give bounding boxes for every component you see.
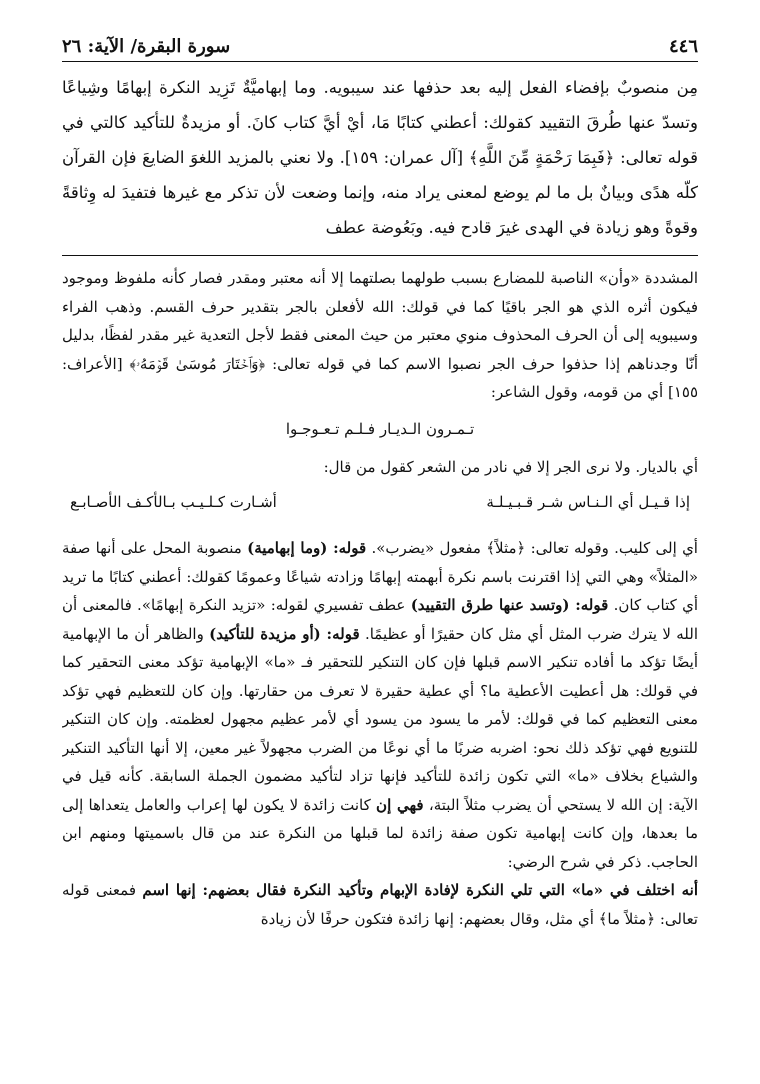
bold-citation: فهي إن	[376, 795, 424, 814]
bold-citation: قوله: (أو مزيدة للتأكيد)	[209, 624, 360, 643]
page-number: ٤٤٦	[668, 36, 698, 57]
text-run: منصوبة المحل على أنها صفة «المثلاً» وهي التي إذا اقترنت باسم نكرة أبهمته إبهامًا وزادته شياعًا وعمومًا كقولك: أعطني كتابًا ما تريد أي كتاب كان.	[62, 539, 698, 614]
notes-paragraph-2: أي بالديار. ولا نرى الجر إلا في نادر من الشعر كقول من قال:	[323, 458, 698, 476]
main-text	[62, 70, 698, 245]
notes-paragraph-4	[62, 876, 698, 933]
bold-citation: قوله: (وما إبهامية)	[247, 539, 367, 557]
verse-2-second-hemistich: أشـارت كـلـيـب بـالأكـف الأصـابـع	[70, 492, 277, 511]
main-paragraph: مِن منصوبٌ بإفضاء الفعل إليه بعد حذفها عند سيبويه. وما إبهاميَّةٌ تَزِيد النكرة إبهامًا وشِياعًا وتسدّ عنها طُرقَ التقييد كقولك: أعطني كتابًا مَا، أيْ أيَّ كتاب كانَ. أو مزيدةٌ للتأكيد كالتي في قوله تعالى: ﴿فَبِمَا رَحْمَةٍ مِّنَ اللَّهِ﴾ [آل عمران: ١٥٩]. ولا نعني بالمزيد اللغوَ الضايعَ فإن القرآن كلّه هدًى وبيانٌ بل ما لم يوضع لمعنى يراد منه، وإنما وضعت لأن تذكر مع غيرها فتفيدَ له وِثاقةً وقوةً وهو زيادة في الهدى غيرَ قادح فيه. وبَعُوضة عطف	[62, 78, 698, 237]
notes-paragraph-3	[62, 534, 698, 876]
poetry-verse-1: تـمـرون الـديـار فـلـم تـعـوجـوا	[285, 419, 475, 438]
page-header	[62, 30, 698, 62]
text-run: كانت زائدة لا يكون لها إعراب والعامل يتعداها إلى ما بعدها، وإن كانت إبهامية تكون صفة زائدة لما قبلها من النكرة عند من قال باسميتها ومنهم ابن الحاجب. ذكر في شرح الرضي:	[62, 795, 698, 871]
verse-2-first-hemistich: إذا قـيـل أي الـنـاس شـر قـبـيـلـة	[486, 492, 690, 511]
footnotes	[62, 264, 698, 933]
text-run: عطف تفسيري لقوله: «تزيد النكرة إبهامًا». فالمعنى أن الله لا يترك ضرب المثل أي مثل كان حقيرًا أو عظيمًا.	[62, 596, 698, 643]
notes-paragraph-1: المشددة «وأن» الناصبة للمضارع بسبب طولهما بصلتهما إلا أنه معتبر ومقدر فصار كأنه ملفوظ وموجود فيكون أثره الذي هو الجر باقيًا كما في قولك: الله لأفعلن بالجر بتقدير حرف القسم. وذهب الفراء وسيبويه إلى أن الحرف المحذوف منوي معتبر من حيث المعنى فقط لأجل التعدية غير مقدر لفظًا، بدليل أنّا وجدناهم إذا حذفوا حرف الجر نصبوا الاسم كما في قوله تعالى: ﴿وَٱخۡتَارَ مُوسَىٰ قَوۡمَهُۥ﴾ [الأعراف: ١٥٥] أي من قومه، وقول الشاعر:	[62, 269, 698, 401]
footnote-divider	[62, 255, 698, 256]
surah-title: سورة البقرة/ الآية: ٢٦	[62, 36, 231, 57]
book-page	[62, 30, 698, 1070]
poetry-verse-2	[62, 482, 698, 535]
text-run: فمعنى قوله تعالى: ﴿مثلاً ما﴾ أي مثل، وقال بعضهم: إنها زائدة فتكون حرفًا لأن زيادة	[62, 881, 698, 928]
bold-citation: أنه اختلف في «ما» التي تلي النكرة لإفادة الإبهام وتأكيد النكرة فقال بعضهم: إنها اسم	[142, 881, 698, 899]
text-run: والظاهر أن ما الإبهامية أيضًا تؤكد ما أفاده تنكير الاسم قبلها فإن كان التنكير للتحقير فـ «ما» الإبهامية تؤكد معنى التحقير كما في قولك: هل أعطيت الأعطية ما؟ أي عطية حقيرة لا تعرف من حقارتها. وإن كان للتعظيم فهي تؤكد معنى التعظيم كما في قولك: لأمر ما يسود من يسود أي لأمر عظيم مجهول لعظمته. وإن كان التنكير للتنويع فهي تؤكد ذلك نحو: اضربه ضربًا ما أي نوعًا من الضرب مجهولاً غير معين، إلا أنها التأكيد التنكير والشياع بخلاف «ما» التي تكون زائدة للتأكيد فإنها تزاد لتأكيد مضمون الجملة السابقة. كأنه قيل في الآية: إن الله لا يستحي أن يضرب مثلاً البتة،	[62, 624, 698, 814]
text-run: أي إلى كليب. وقوله تعالى: ﴿مثلاً﴾ مفعول «يضرب».	[366, 539, 698, 557]
bold-citation: قوله: (وتسد عنها طرق التقييد)	[410, 596, 609, 614]
